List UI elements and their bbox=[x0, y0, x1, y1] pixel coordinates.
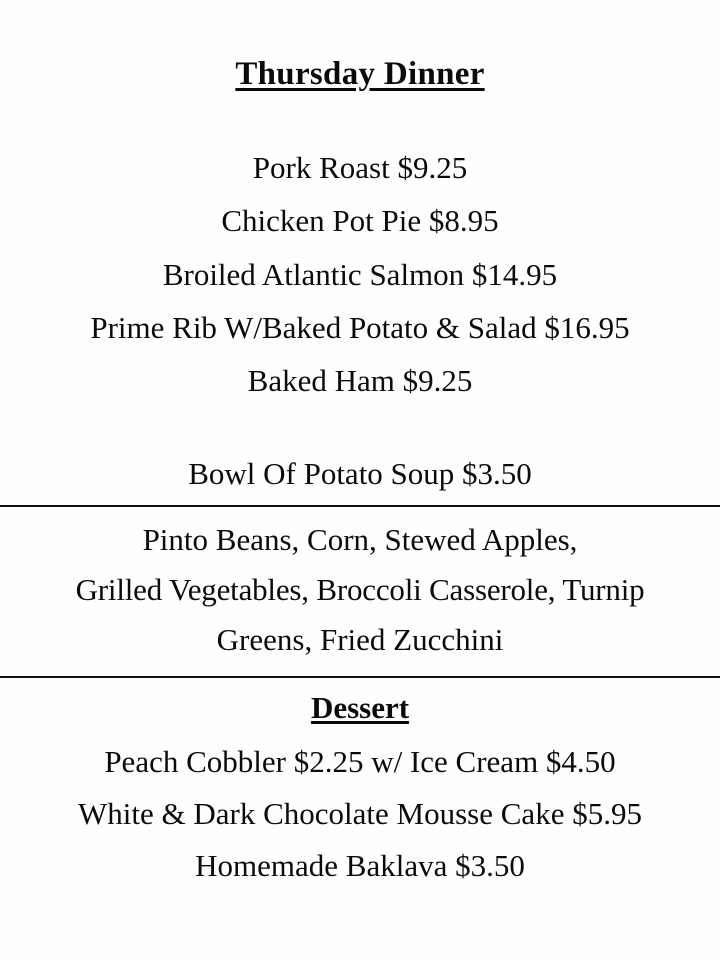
list-item: Baked Ham $9.25 bbox=[247, 363, 473, 399]
soup-section bbox=[0, 452, 720, 505]
dessert-heading: Dessert bbox=[310, 689, 410, 725]
list-item: Grilled Vegetables, Broccoli Casserole, Turnip bbox=[75, 572, 645, 608]
list-item: Homemade Baklava $3.50 bbox=[195, 847, 525, 883]
list-item: Peach Cobbler $2.25 w/ Ice Cream $4.50 bbox=[104, 743, 616, 779]
list-item: Pork Roast $9.25 bbox=[252, 150, 468, 185]
list-item: Chicken Pot Pie $8.95 bbox=[221, 203, 499, 239]
list-item: White & Dark Chocolate Mousse Cake $5.95 bbox=[78, 795, 642, 831]
list-item: Broiled Atlantic Salmon $14.95 bbox=[162, 256, 558, 292]
list-item: Pinto Beans, Corn, Stewed Apples, bbox=[142, 521, 578, 557]
list-item: Greens, Fried Zucchini bbox=[216, 622, 504, 658]
dessert-section bbox=[0, 678, 720, 892]
page-bottom-space bbox=[0, 892, 720, 960]
list-item: Prime Rib W/Baked Potato & Salad $16.95 bbox=[90, 309, 630, 345]
soup-item: Bowl Of Potato Soup $3.50 bbox=[188, 455, 532, 491]
page-title: Thursday Dinner bbox=[235, 56, 485, 92]
entree-list bbox=[0, 141, 720, 408]
sides-section bbox=[0, 507, 720, 676]
